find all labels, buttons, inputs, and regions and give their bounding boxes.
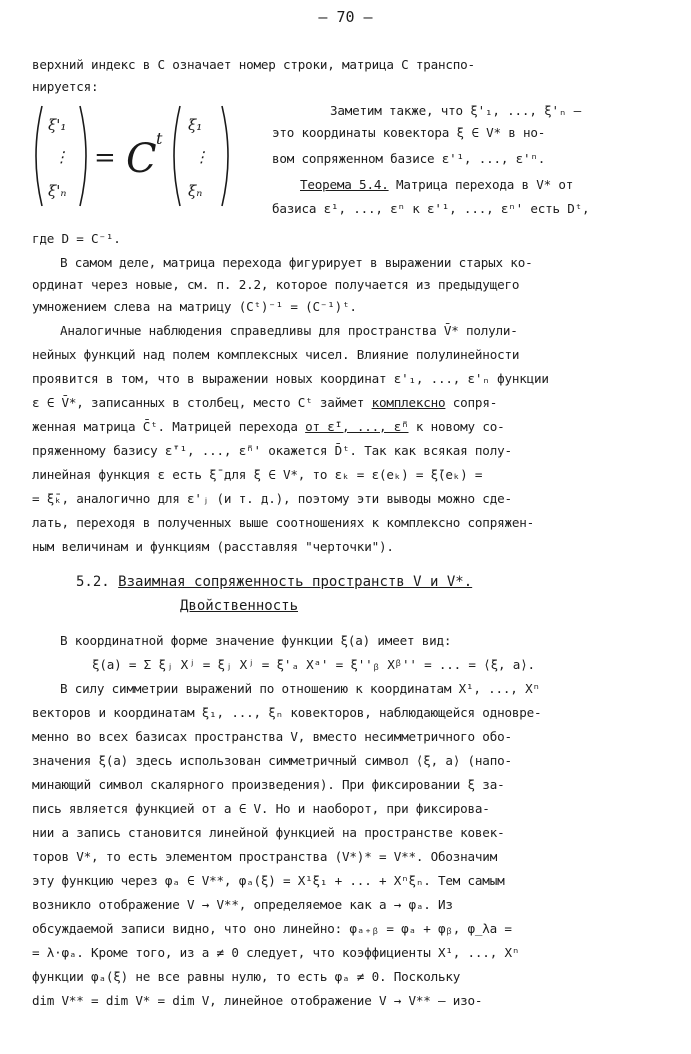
text-line: минающий символ скалярного произведения). При фиксировании ξ за- xyxy=(32,777,505,792)
underlined-text: от ε̄¹, ..., ε̄ⁿ xyxy=(305,419,409,434)
theorem-label: Теорема 5.4. xyxy=(300,177,389,192)
section-heading xyxy=(76,574,472,590)
formula-dots: ⋮ xyxy=(54,148,69,166)
text-line: пись является функцией от a ∈ V. Но и наоборот, при фиксирова- xyxy=(32,801,490,816)
text-line: вом сопряженном базисе ε'¹, ..., ε'ⁿ. xyxy=(272,151,546,166)
text-line xyxy=(32,392,682,413)
text-line: = λ·φₐ. Кроме того, из a ≠ 0 следует, что коэффициенты X¹, ..., Xⁿ xyxy=(32,945,520,960)
section-number: 5.2. xyxy=(76,574,119,590)
right-paren-close xyxy=(222,106,228,206)
text-segment: сопря- xyxy=(445,395,498,410)
left-paren-open xyxy=(36,106,42,206)
text-line: функции φₐ(ξ) не все равны нулю, то есть φₐ ≠ 0. Поскольку xyxy=(32,969,461,984)
theorem-line xyxy=(300,174,682,195)
text-line: В координатной форме значение функции ξ(a) имеет вид: xyxy=(60,633,452,648)
text-line: верхний индекс в C означает номер строки, матрица C транспо- xyxy=(32,57,475,72)
section-subtitle: Двойственность xyxy=(180,598,299,614)
formula-dots: ⋮ xyxy=(194,148,209,166)
text-line: Аналогичные наблюдения справедливы для пространства V̄* полули- xyxy=(60,323,518,338)
formula-rhs-bottom: ξₙ xyxy=(188,182,203,200)
formula-lhs-top: ξ'₁ xyxy=(48,116,67,134)
text-line: В самом деле, матрица перехода фигурирует в выражении старых ко- xyxy=(60,255,533,270)
text-line: это координаты ковектора ξ ∈ V* в но- xyxy=(272,125,546,140)
text-line: эту функцию через φₐ ∈ V**, φₐ(ξ) = X¹ξ₁ + ... + Xⁿξₙ. Тем самым xyxy=(32,873,505,888)
text-line: значения ξ(a) здесь использован симметричный символ ⟨ξ, a⟩ (напо- xyxy=(32,753,512,768)
formula-c: C xyxy=(126,136,157,182)
text-segment: к новому со- xyxy=(408,419,505,434)
text-line: менно во всех базисах пространства V, вместо несимметричного обо- xyxy=(32,729,512,744)
left-paren-close xyxy=(80,106,86,206)
text-line: нейных функций над полем комплексных чисел. Влияние полулинейности xyxy=(32,347,520,362)
text-line: проявится в том, что в выражении новых координат ε'₁, ..., ε'ₙ функции xyxy=(32,371,549,386)
formula-rhs-top: ξ₁ xyxy=(188,116,203,134)
formula-lhs-bottom: ξ'ₙ xyxy=(48,182,67,200)
text-line: базиса ε¹, ..., εⁿ к ε'¹, ..., εⁿ' есть Dᵗ, xyxy=(272,201,590,216)
text-line: где D = C⁻¹. xyxy=(32,231,121,246)
underlined-text: комплексно xyxy=(371,395,446,410)
text-line xyxy=(32,416,682,437)
text-line: торов V*, то есть элементом пространства (V*)* = V**. Обозначим xyxy=(32,849,498,864)
formula-equals: = xyxy=(94,143,116,173)
text-line: В силу симметрии выражений по отношению к координатам X¹, ..., Xⁿ xyxy=(60,681,540,696)
transform-formula xyxy=(28,100,253,212)
theorem-text: Матрица перехода в V* от xyxy=(388,177,574,192)
text-line: векторов и координатам ξ₁, ..., ξₙ ковекторов, наблюдающейся одновре- xyxy=(32,705,542,720)
text-line: dim V** = dim V* = dim V, линейное отображение V → V** – изо- xyxy=(32,993,483,1008)
section-title: Взаимная сопряженность пространств V и V*. xyxy=(118,574,473,590)
text-line: умножением слева на матрицу (Cᵗ)⁻¹ = (C⁻¹)ᵗ. xyxy=(32,299,357,314)
text-line: пряженному базису ε̄'¹, ..., ε̄ⁿ' окажется D̄ᵗ. Так как всякая полу- xyxy=(32,443,512,458)
text-line: лать, переходя в полученных выше соотношениях к комплексно сопряжен- xyxy=(32,515,534,530)
text-segment: ε ∈ V̄*, записанных в столбец, место Cᵗ займет xyxy=(32,395,372,410)
text-line: Заметим также, что ξ'₁, ..., ξ'ₙ – xyxy=(330,103,581,118)
text-line: обсуждаемой записи видно, что оно линейно: φₐ₊ᵦ = φₐ + φᵦ, φ_λa = xyxy=(32,921,512,936)
text-line: нируется: xyxy=(32,79,99,94)
text-segment: женная матрица C̄ᵗ. Матрицей перехода xyxy=(32,419,306,434)
page-number: – 70 – xyxy=(318,8,373,26)
text-line: нии a запись становится линейной функцией на пространстве ковек- xyxy=(32,825,505,840)
text-line: = ξ̄ₖ, аналогично для ε'ⱼ (и т. д.), поэтому эти выводы можно сде- xyxy=(32,491,512,506)
formula-line: ξ(a) = Σ ξⱼ Xʲ = ξⱼ Xʲ = ξ'ₐ Xᵃ' = ξ''ᵦ Xᵝ'' = ... = ⟨ξ, a⟩. xyxy=(92,657,535,672)
text-line: линейная функция ε есть ξ̄ для ξ ∈ V*, то εₖ = ε(eₖ) = ξ̄(eₖ) = xyxy=(32,467,483,482)
formula-t: t xyxy=(156,129,163,148)
text-line: ординат через новые, см. п. 2.2, которое получается из предыдущего xyxy=(32,277,520,292)
text-line: возникло отображение V → V**, определяемое как a → φₐ. Из xyxy=(32,897,453,912)
text-line: ным величинам и функциям (расставляя "черточки"). xyxy=(32,539,394,554)
right-paren-open xyxy=(174,106,180,206)
